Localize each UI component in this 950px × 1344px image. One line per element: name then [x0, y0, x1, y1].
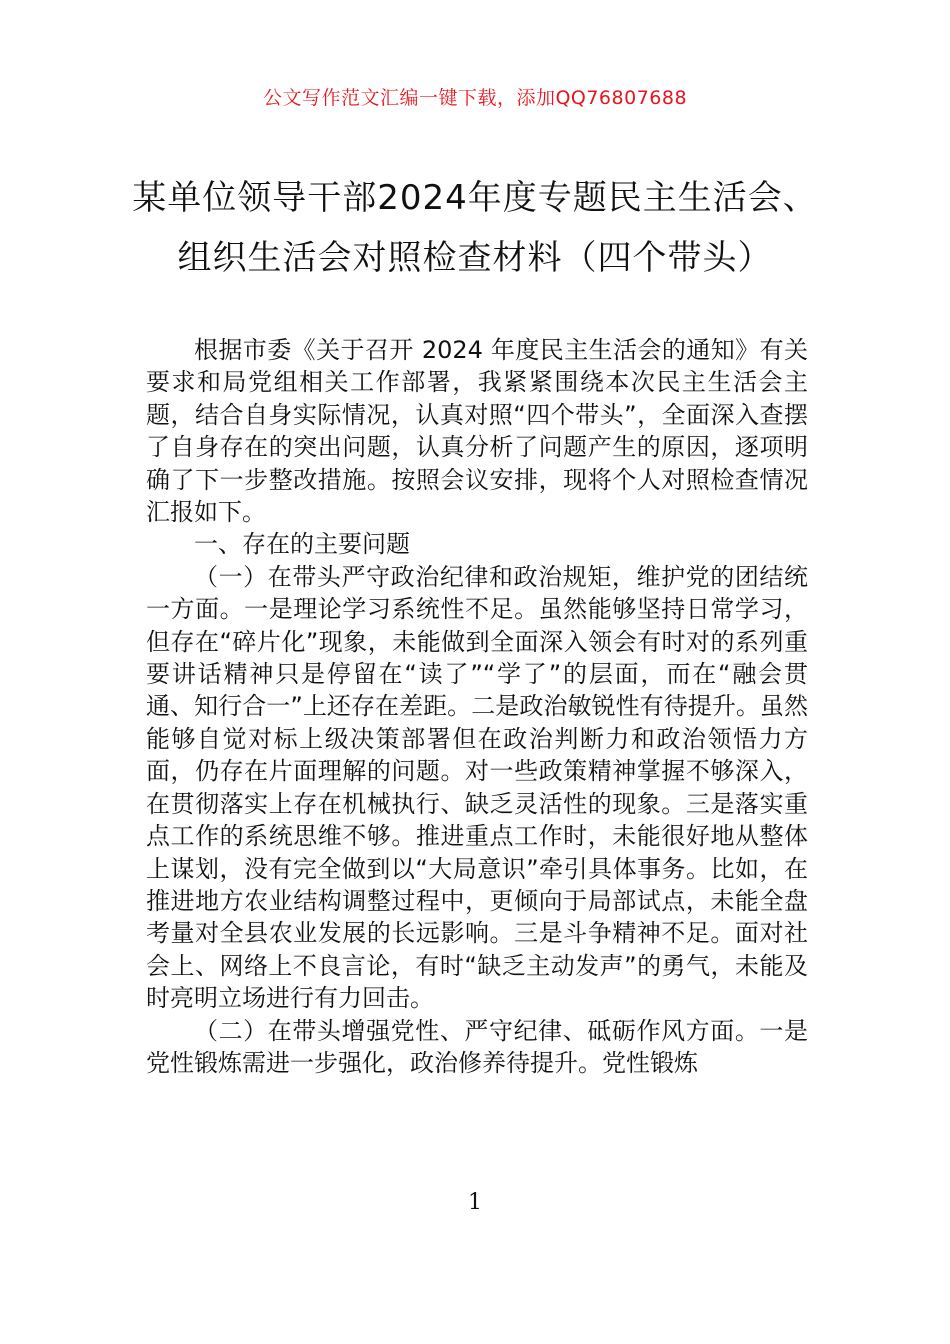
page-number: 1 — [468, 1190, 482, 1215]
title-line-1: 某单位领导干部2024年度专题民主生活会、 — [132, 178, 818, 218]
document-title — [60, 168, 890, 288]
download-banner: 公文写作范文汇编一键下载，添加QQ76807688 — [262, 87, 688, 109]
document-body — [146, 334, 808, 1079]
subsection-1-paragraph: （一）在带头严守政治纪律和政治规矩，维护党的团结统一方面。一是理论学习系统性不足。虽然能够坚持日常学习，但存在“碎片化”现象，未能做到全面深入领会有时对的系列重要讲话精神只是停留在“读了”“学了”的层面，而在“融会贯通、知行合一”上还存在差距。二是政治敏锐性有待提升。虽然能够自觉对标上级决策部署但在政治判断力和政治领悟力方面，仍存在片面理解的问题。对一些政策精神掌握不够深入，在贯彻落实上存在机械执行、缺乏灵活性的现象。三是落实重点工作的系统思维不够。推进重点工作时，未能很好地从整体上谋划，没有完全做到以“大局意识”牵引具体事务。比如，在推进地方农业结构调整过程中，更倾向于局部试点，未能全盘考量对全县农业发展的长远影响。三是斗争精神不足。面对社会上、网络上不良言论，有时“缺乏主动发声”的勇气，未能及时亮明立场进行有力回击。 — [146, 562, 808, 1013]
section-heading: 一、存在的主要问题 — [194, 530, 410, 559]
intro-paragraph: 根据市委《关于召开 2024 年度民主生活会的通知》有关要求和局党组相关工作部署，我紧紧围绕本次民主生活会主题，结合自身实际情况，认真对照“四个带头”，全面深入查摆了自身存在的突出问题，认真分析了问题产生的原因，逐项明确了下一步整改措施。按照会议安排，现将个人对照检查情况汇报如下。 — [146, 336, 808, 527]
title-line-2: 组织生活会对照检查材料（四个带头） — [177, 238, 773, 278]
subsection-2-paragraph: （二）在带头增强党性、严守纪律、砥砺作风方面。一是党性锻炼需进一步强化，政治修养待提升。党性锻炼 — [146, 1016, 808, 1077]
